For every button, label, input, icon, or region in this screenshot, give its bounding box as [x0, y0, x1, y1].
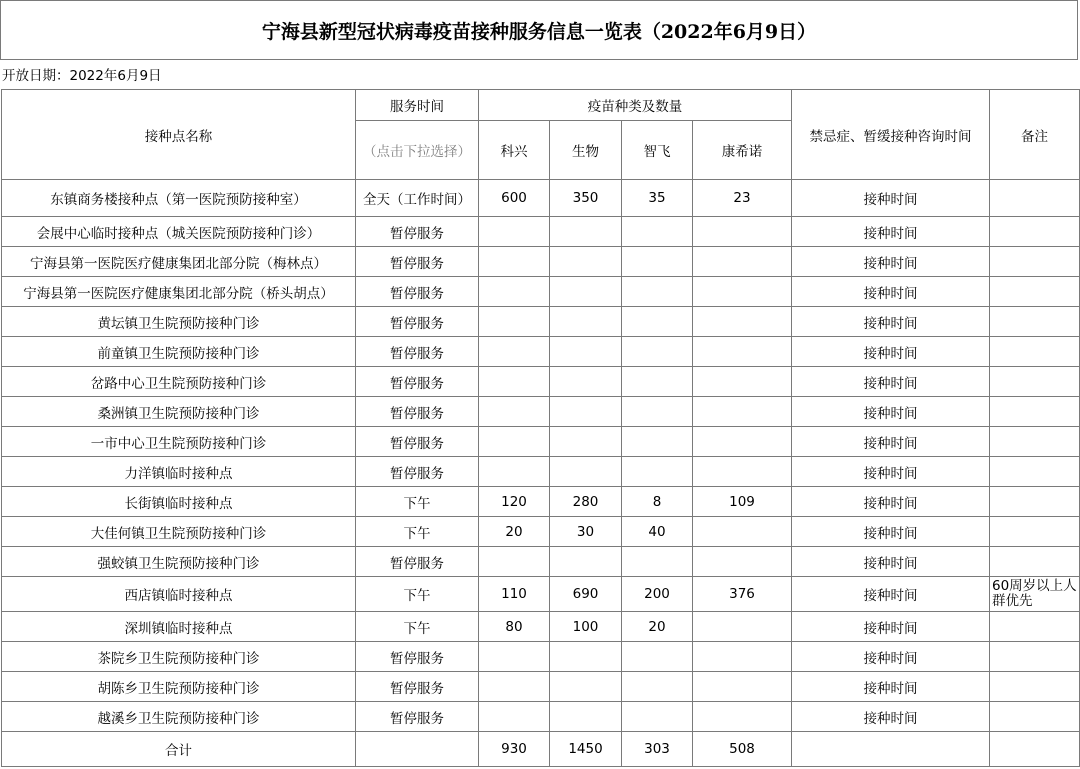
table-row	[2, 547, 1080, 577]
zhifei-count-cell	[622, 427, 693, 457]
zhifei-count-cell: 40	[622, 517, 693, 547]
table-row	[2, 672, 1080, 702]
site-name-cell: 长街镇临时接种点	[2, 487, 356, 517]
shengwu-count-cell: 100	[550, 612, 622, 642]
site-name-cell: 宁海县第一医院医疗健康集团北部分院（梅林点）	[2, 247, 356, 277]
shengwu-count-cell	[550, 427, 622, 457]
remark-cell: 60周岁以上人群优先	[990, 577, 1080, 612]
service-time-cell[interactable]: 下午	[356, 577, 479, 612]
consult-time-cell: 接种时间	[792, 180, 990, 217]
shengwu-count-cell: 280	[550, 487, 622, 517]
shengwu-count-cell	[550, 247, 622, 277]
kangxinuo-count-cell: 23	[693, 180, 792, 217]
kexing-count-cell: 600	[479, 180, 550, 217]
shengwu-count-cell: 690	[550, 577, 622, 612]
header-vaccine-group: 疫苗种类及数量	[479, 90, 792, 121]
shengwu-count-cell	[550, 642, 622, 672]
kexing-count-cell	[479, 337, 550, 367]
remark-cell	[990, 547, 1080, 577]
header-kexing: 科兴	[479, 121, 550, 180]
remark-cell	[990, 180, 1080, 217]
kangxinuo-count-cell	[693, 547, 792, 577]
service-time-cell[interactable]: 暂停服务	[356, 277, 479, 307]
zhifei-count-cell	[622, 337, 693, 367]
service-time-cell[interactable]: 暂停服务	[356, 367, 479, 397]
table-row	[2, 180, 1080, 217]
header-site: 接种点名称	[2, 90, 356, 180]
remark-cell	[990, 702, 1080, 732]
remark-cell	[990, 247, 1080, 277]
consult-time-cell: 接种时间	[792, 517, 990, 547]
table-row	[2, 277, 1080, 307]
kexing-count-cell: 80	[479, 612, 550, 642]
header-zhifei: 智飞	[622, 121, 693, 180]
service-time-cell[interactable]: 下午	[356, 612, 479, 642]
header-consult-time: 禁忌症、暂缓接种咨询时间	[792, 90, 990, 180]
service-time-cell[interactable]: 暂停服务	[356, 457, 479, 487]
service-time-cell[interactable]: 暂停服务	[356, 397, 479, 427]
site-name-cell: 前童镇卫生院预防接种门诊	[2, 337, 356, 367]
total-remark-cell	[990, 732, 1080, 767]
zhifei-count-cell: 35	[622, 180, 693, 217]
site-name-cell: 越溪乡卫生院预防接种门诊	[2, 702, 356, 732]
consult-time-cell: 接种时间	[792, 307, 990, 337]
consult-time-cell: 接种时间	[792, 217, 990, 247]
remark-cell	[990, 307, 1080, 337]
kangxinuo-count-cell	[693, 337, 792, 367]
service-time-cell[interactable]: 暂停服务	[356, 672, 479, 702]
total-time-cell	[356, 732, 479, 767]
table-row	[2, 247, 1080, 277]
vaccine-table	[1, 89, 1080, 767]
consult-time-cell: 接种时间	[792, 612, 990, 642]
site-name-cell: 岔路中心卫生院预防接种门诊	[2, 367, 356, 397]
site-name-cell: 胡陈乡卫生院预防接种门诊	[2, 672, 356, 702]
site-name-cell: 宁海县第一医院医疗健康集团北部分院（桥头胡点）	[2, 277, 356, 307]
total-zhifei: 303	[622, 732, 693, 767]
zhifei-count-cell	[622, 247, 693, 277]
kexing-count-cell	[479, 397, 550, 427]
remark-cell	[990, 427, 1080, 457]
kexing-count-cell	[479, 702, 550, 732]
consult-time-cell: 接种时间	[792, 247, 990, 277]
site-name-cell: 大佳何镇卫生院预防接种门诊	[2, 517, 356, 547]
table-row	[2, 307, 1080, 337]
shengwu-count-cell	[550, 702, 622, 732]
service-time-cell[interactable]: 全天（工作时间）	[356, 180, 479, 217]
kexing-count-cell	[479, 642, 550, 672]
kexing-count-cell	[479, 247, 550, 277]
service-time-cell[interactable]: 暂停服务	[356, 337, 479, 367]
kangxinuo-count-cell	[693, 517, 792, 547]
kangxinuo-count-cell	[693, 427, 792, 457]
kexing-count-cell: 120	[479, 487, 550, 517]
kexing-count-cell	[479, 307, 550, 337]
kangxinuo-count-cell	[693, 277, 792, 307]
zhifei-count-cell	[622, 277, 693, 307]
shengwu-count-cell	[550, 277, 622, 307]
shengwu-count-cell	[550, 672, 622, 702]
table-row	[2, 397, 1080, 427]
service-time-dropdown-hint[interactable]: （点击下拉选择）	[356, 121, 479, 180]
table-row	[2, 427, 1080, 457]
table-row	[2, 612, 1080, 642]
kexing-count-cell	[479, 427, 550, 457]
kangxinuo-count-cell: 109	[693, 487, 792, 517]
shengwu-count-cell	[550, 307, 622, 337]
kexing-count-cell	[479, 277, 550, 307]
kangxinuo-count-cell	[693, 397, 792, 427]
service-time-cell[interactable]: 下午	[356, 487, 479, 517]
consult-time-cell: 接种时间	[792, 547, 990, 577]
shengwu-count-cell	[550, 397, 622, 427]
site-name-cell: 力洋镇临时接种点	[2, 457, 356, 487]
kexing-count-cell	[479, 367, 550, 397]
header-remark: 备注	[990, 90, 1080, 180]
zhifei-count-cell	[622, 672, 693, 702]
consult-time-cell: 接种时间	[792, 642, 990, 672]
kangxinuo-count-cell	[693, 612, 792, 642]
header-shengwu: 生物	[550, 121, 622, 180]
site-name-cell: 会展中心临时接种点（城关医院预防接种门诊）	[2, 217, 356, 247]
kexing-count-cell	[479, 547, 550, 577]
zhifei-count-cell: 20	[622, 612, 693, 642]
consult-time-cell: 接种时间	[792, 427, 990, 457]
remark-cell	[990, 612, 1080, 642]
service-time-cell[interactable]: 下午	[356, 517, 479, 547]
table-row	[2, 457, 1080, 487]
consult-time-cell: 接种时间	[792, 577, 990, 612]
site-name-cell: 一市中心卫生院预防接种门诊	[2, 427, 356, 457]
sheet-title: 宁海县新型冠状病毒疫苗接种服务信息一览表（2022年6月9日）	[0, 0, 1078, 60]
remark-cell	[990, 642, 1080, 672]
kangxinuo-count-cell	[693, 367, 792, 397]
kangxinuo-count-cell	[693, 217, 792, 247]
service-time-cell[interactable]: 暂停服务	[356, 247, 479, 277]
header-service-time: 服务时间	[356, 90, 479, 121]
shengwu-count-cell: 30	[550, 517, 622, 547]
kexing-count-cell	[479, 457, 550, 487]
header-kangxinuo: 康希诺	[693, 121, 792, 180]
table-row	[2, 337, 1080, 367]
site-name-cell: 深圳镇临时接种点	[2, 612, 356, 642]
consult-time-cell: 接种时间	[792, 672, 990, 702]
shengwu-count-cell	[550, 547, 622, 577]
zhifei-count-cell	[622, 457, 693, 487]
shengwu-count-cell: 350	[550, 180, 622, 217]
consult-time-cell: 接种时间	[792, 487, 990, 517]
kangxinuo-count-cell	[693, 307, 792, 337]
total-kexing: 930	[479, 732, 550, 767]
zhifei-count-cell: 200	[622, 577, 693, 612]
zhifei-count-cell	[622, 397, 693, 427]
kexing-count-cell	[479, 672, 550, 702]
site-name-cell: 黄坛镇卫生院预防接种门诊	[2, 307, 356, 337]
zhifei-count-cell	[622, 307, 693, 337]
site-name-cell: 西店镇临时接种点	[2, 577, 356, 612]
total-consult-cell	[792, 732, 990, 767]
zhifei-count-cell	[622, 547, 693, 577]
total-kangxinuo: 508	[693, 732, 792, 767]
service-time-cell[interactable]: 暂停服务	[356, 427, 479, 457]
remark-cell	[990, 517, 1080, 547]
remark-cell	[990, 397, 1080, 427]
shengwu-count-cell	[550, 457, 622, 487]
table-row	[2, 367, 1080, 397]
remark-cell	[990, 367, 1080, 397]
remark-cell	[990, 457, 1080, 487]
zhifei-count-cell	[622, 642, 693, 672]
zhifei-count-cell	[622, 367, 693, 397]
shengwu-count-cell	[550, 337, 622, 367]
service-time-cell[interactable]: 暂停服务	[356, 702, 479, 732]
site-name-cell: 东镇商务楼接种点（第一医院预防接种室）	[2, 180, 356, 217]
site-name-cell: 桑洲镇卫生院预防接种门诊	[2, 397, 356, 427]
kangxinuo-count-cell	[693, 642, 792, 672]
consult-time-cell: 接种时间	[792, 337, 990, 367]
remark-cell	[990, 672, 1080, 702]
kexing-count-cell: 20	[479, 517, 550, 547]
remark-cell	[990, 217, 1080, 247]
consult-time-cell: 接种时间	[792, 702, 990, 732]
site-name-cell: 强蛟镇卫生院预防接种门诊	[2, 547, 356, 577]
zhifei-count-cell: 8	[622, 487, 693, 517]
service-time-cell[interactable]: 暂停服务	[356, 307, 479, 337]
table-row	[2, 577, 1080, 612]
table-row	[2, 517, 1080, 547]
table-row	[2, 487, 1080, 517]
shengwu-count-cell	[550, 217, 622, 247]
remark-cell	[990, 487, 1080, 517]
zhifei-count-cell	[622, 217, 693, 247]
site-name-cell: 茶院乡卫生院预防接种门诊	[2, 642, 356, 672]
shengwu-count-cell	[550, 367, 622, 397]
service-time-cell[interactable]: 暂停服务	[356, 217, 479, 247]
kangxinuo-count-cell	[693, 457, 792, 487]
kexing-count-cell: 110	[479, 577, 550, 612]
kexing-count-cell	[479, 217, 550, 247]
table-row	[2, 217, 1080, 247]
kangxinuo-count-cell	[693, 672, 792, 702]
remark-cell	[990, 277, 1080, 307]
consult-time-cell: 接种时间	[792, 457, 990, 487]
total-label: 合计	[2, 732, 356, 767]
kangxinuo-count-cell	[693, 702, 792, 732]
kangxinuo-count-cell: 376	[693, 577, 792, 612]
open-date-label: 开放日期：2022年6月9日	[2, 68, 162, 84]
consult-time-cell: 接种时间	[792, 277, 990, 307]
consult-time-cell: 接种时间	[792, 367, 990, 397]
table-row	[2, 702, 1080, 732]
service-time-cell[interactable]: 暂停服务	[356, 642, 479, 672]
remark-cell	[990, 337, 1080, 367]
table-row	[2, 642, 1080, 672]
kangxinuo-count-cell	[693, 247, 792, 277]
total-shengwu: 1450	[550, 732, 622, 767]
zhifei-count-cell	[622, 702, 693, 732]
consult-time-cell: 接种时间	[792, 397, 990, 427]
service-time-cell[interactable]: 暂停服务	[356, 547, 479, 577]
